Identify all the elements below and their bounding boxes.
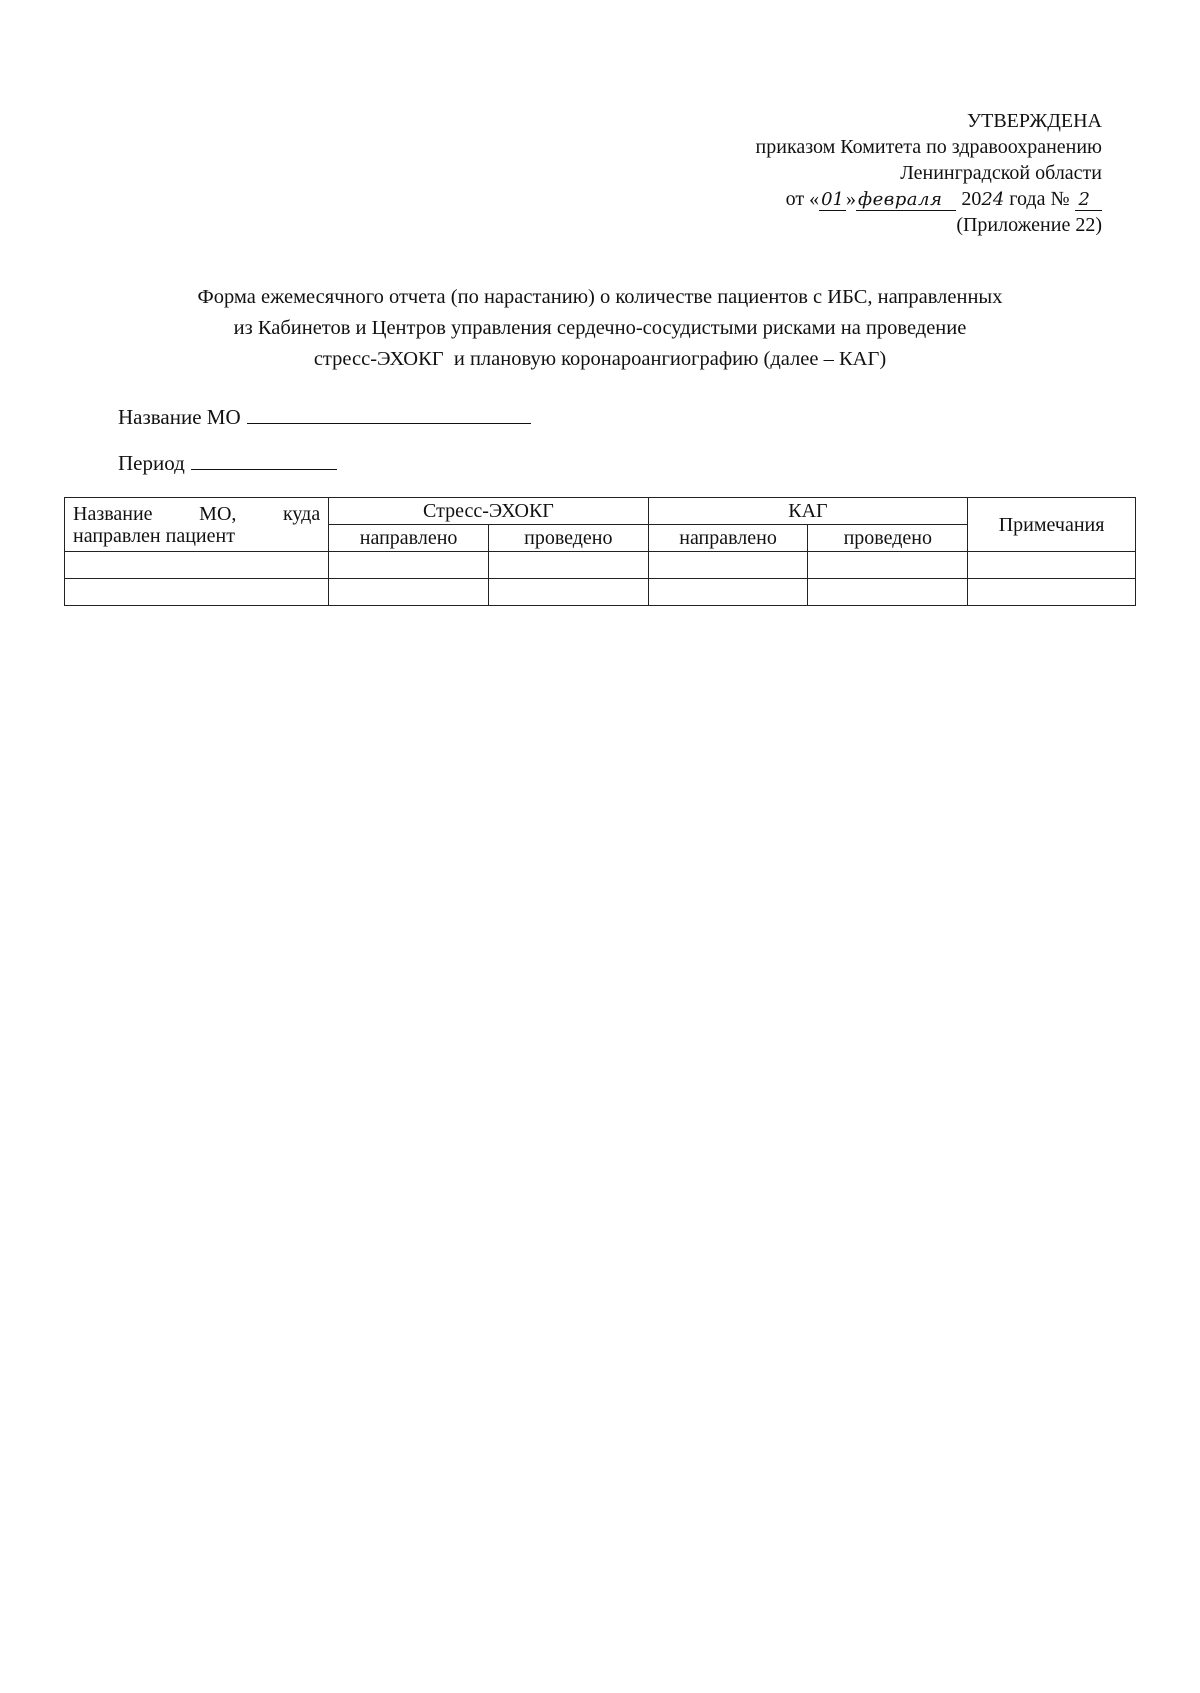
- table-cell[interactable]: [968, 579, 1136, 606]
- header-row-1: [65, 498, 1136, 525]
- col-kag-done-header: проведено: [808, 525, 968, 552]
- mo-name-field: [118, 403, 531, 431]
- form-title: [100, 282, 1100, 375]
- table-row: [65, 579, 1136, 606]
- handwritten-day: 01: [821, 189, 845, 210]
- handwritten-month: февраля: [856, 190, 956, 211]
- table-cell[interactable]: [808, 552, 968, 579]
- handwritten-order-number: 2: [1075, 190, 1102, 211]
- col-mo-name-line2: направлен пациент: [73, 524, 235, 547]
- col-mo-name-header: [65, 498, 329, 552]
- approval-issuer-line2: Ленинградской области: [900, 162, 1102, 184]
- form-title-line3: стресс-ЭХОКГ и плановую коронароангиографию (далее – КАГ): [313, 348, 887, 370]
- form-title-line1: Форма ежемесячного отчета (по нарастанию) о количестве пациентов с ИБС, направленных: [197, 286, 1003, 308]
- col-stress-sent-header: направлено: [329, 525, 489, 552]
- col-stress-done-header: проведено: [488, 525, 648, 552]
- table-cell[interactable]: [329, 552, 489, 579]
- approval-block: [756, 108, 1102, 238]
- table-cell[interactable]: [488, 579, 648, 606]
- year-prefix: 20: [961, 188, 982, 210]
- approval-status: УТВЕРЖДЕНА: [966, 110, 1102, 132]
- col-mo-name-line1: Название МО, куда: [73, 502, 321, 525]
- table-cell[interactable]: [65, 552, 329, 579]
- report-table: [64, 497, 1136, 606]
- period-field: [118, 449, 337, 477]
- table-cell[interactable]: [968, 552, 1136, 579]
- approval-date-line: [756, 186, 1102, 212]
- period-label: Период: [118, 451, 185, 475]
- group-stress-echo-header: Стресс-ЭХОКГ: [329, 498, 648, 525]
- form-title-line2: из Кабинетов и Центров управления сердечно-сосудистыми рисками на проведение: [233, 317, 967, 339]
- mo-name-label: Название МО: [118, 405, 241, 429]
- table-row: [65, 552, 1136, 579]
- group-kag-header: КАГ: [648, 498, 967, 525]
- period-blank[interactable]: [191, 449, 337, 470]
- year-label: года №: [1004, 188, 1075, 210]
- table-cell[interactable]: [329, 579, 489, 606]
- table-cell[interactable]: [648, 552, 808, 579]
- table-cell[interactable]: [648, 579, 808, 606]
- date-prefix: от «: [785, 188, 820, 210]
- table-cell[interactable]: [808, 579, 968, 606]
- date-mid: »: [846, 188, 857, 210]
- table-cell[interactable]: [488, 552, 648, 579]
- mo-name-blank[interactable]: [247, 403, 531, 424]
- table-cell[interactable]: [65, 579, 329, 606]
- appendix-label: (Приложение 22): [956, 214, 1102, 236]
- col-notes-header: Примечания: [968, 498, 1136, 552]
- handwritten-year: 24: [981, 189, 1005, 210]
- col-kag-sent-header: направлено: [648, 525, 808, 552]
- approval-issuer-line1: приказом Комитета по здравоохранению: [755, 136, 1102, 158]
